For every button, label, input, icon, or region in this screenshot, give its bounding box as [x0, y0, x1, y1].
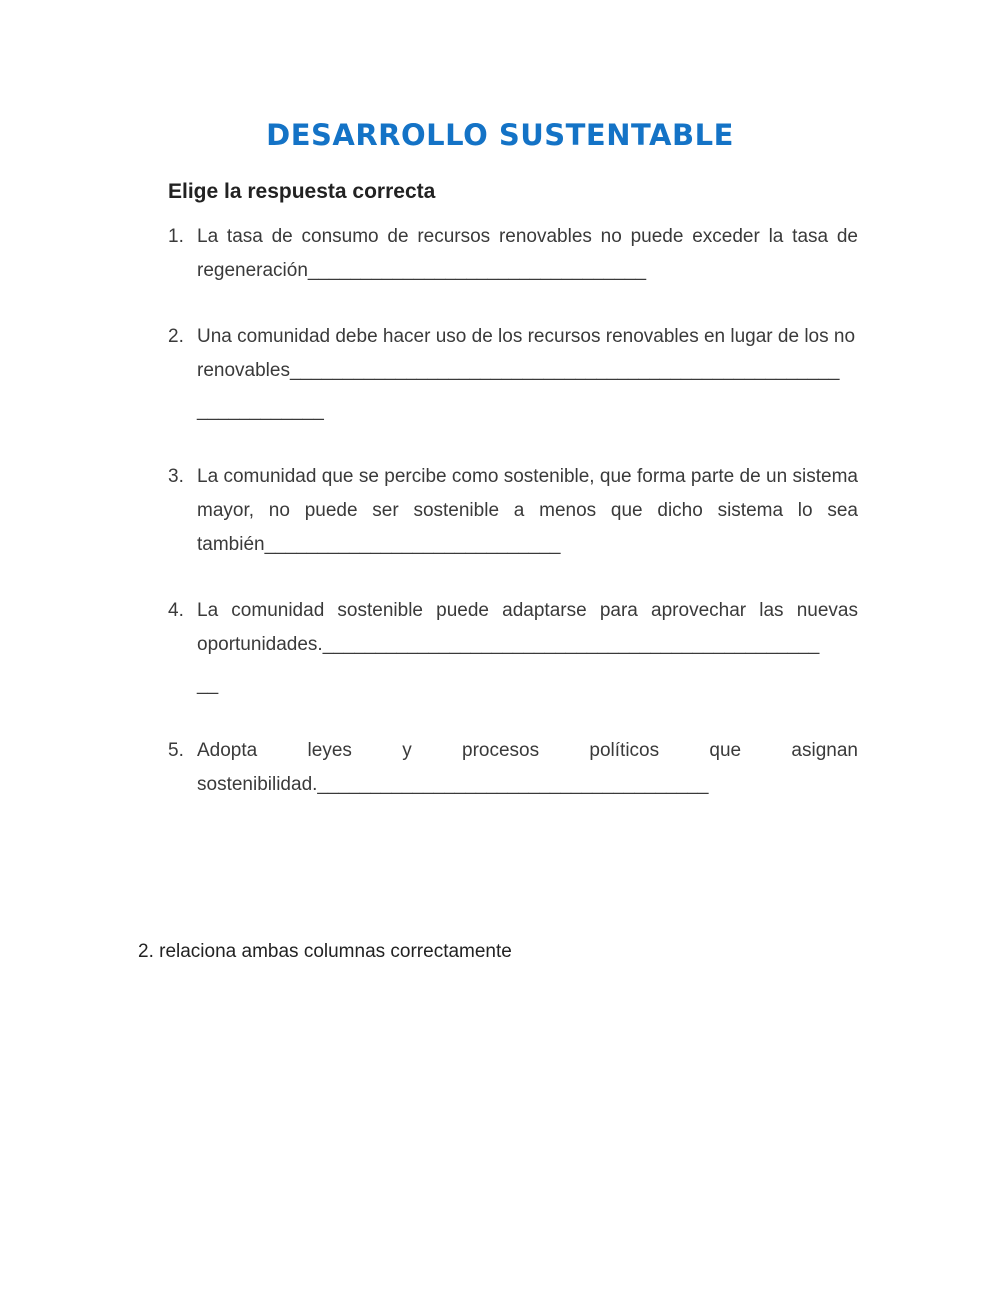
question-text: La comunidad que se percibe como sostenible, que forma parte de un sistema mayor, no puede ser sostenible a menos que dicho sistema lo sea también____________________________: [197, 466, 858, 555]
answer-blank[interactable]: ________________________________: [307, 260, 647, 281]
answer-blank[interactable]: ____________________________________________________: [289, 360, 840, 381]
question-number: 1.: [168, 226, 184, 247]
question-list: [168, 220, 858, 802]
question-number: 2.: [168, 326, 184, 347]
question-text: Una comunidad debe hacer uso de los recursos renovables en lugar de los no renovables____________________________________________________ ____________: [197, 320, 858, 428]
question-text: La comunidad sostenible puede adaptarse para aprovechar las nuevas oportunidades._______________________________________________ __: [197, 594, 858, 702]
section-2-heading: 2. relaciona ambas columnas correctamente: [138, 941, 512, 962]
question-1: [168, 220, 858, 288]
instructions-heading: Elige la respuesta correcta: [168, 180, 436, 203]
answer-blank[interactable]: ____________________________: [264, 534, 561, 555]
page-title: DESARROLLO SUSTENTABLE: [266, 118, 734, 152]
question-3: [168, 460, 858, 562]
answer-blank[interactable]: _____________________________________: [317, 774, 709, 795]
question-text: Adopta leyes y procesos políticos que asignan sostenibilidad._____________________________________: [197, 740, 858, 795]
question-text: La tasa de consumo de recursos renovables no puede exceder la tasa de regeneración________________________________: [197, 226, 858, 281]
question-number: 4.: [168, 600, 184, 621]
answer-blank[interactable]: _______________________________________________: [322, 634, 820, 655]
question-2: [168, 320, 858, 428]
answer-blank-continued[interactable]: __: [197, 674, 219, 695]
question-5: [168, 734, 858, 802]
question-number: 5.: [168, 740, 184, 761]
answer-blank-continued[interactable]: ____________: [197, 400, 324, 421]
question-4: [168, 594, 858, 702]
question-number: 3.: [168, 466, 184, 487]
